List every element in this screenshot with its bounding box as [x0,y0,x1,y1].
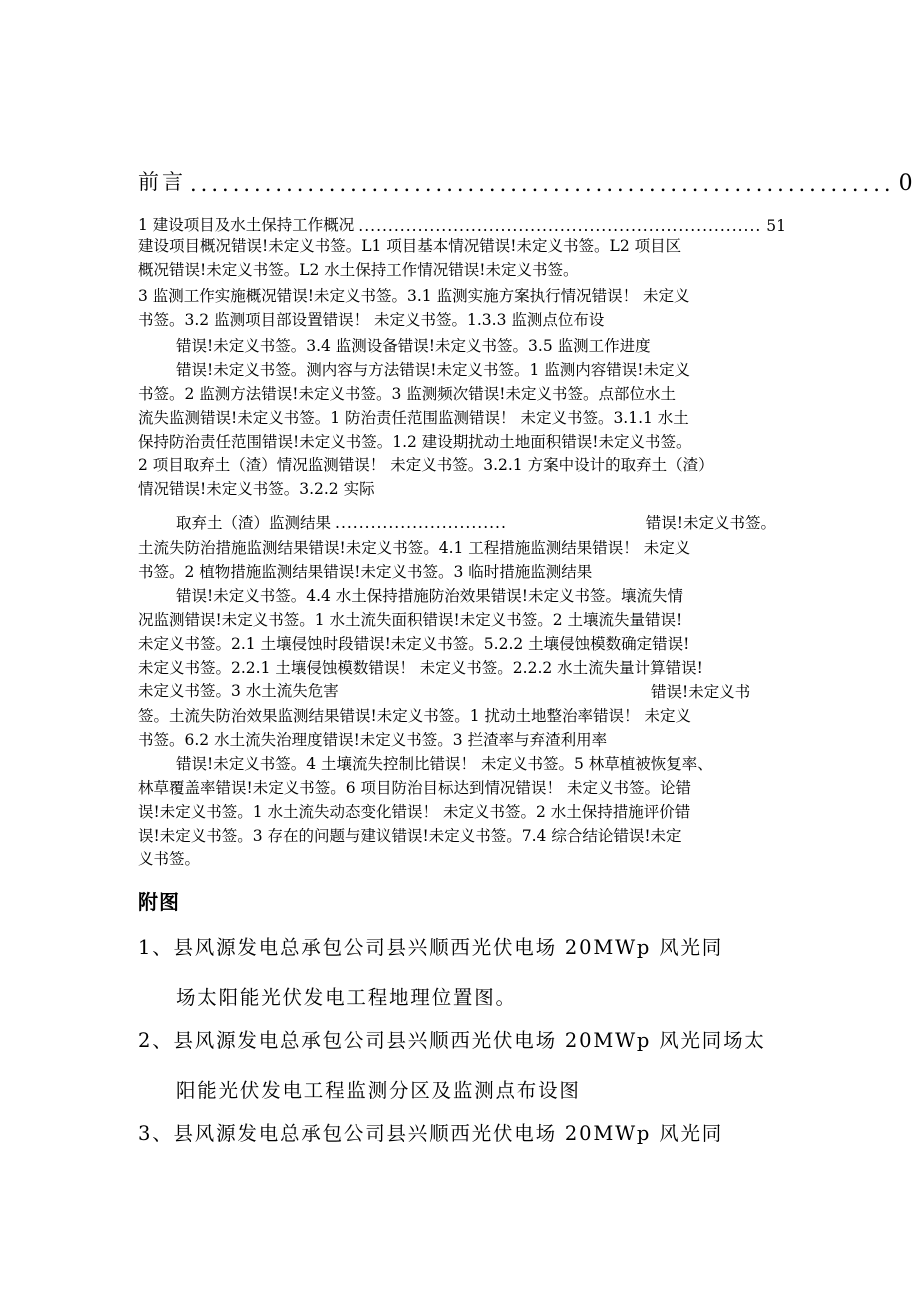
toc-body-block-8-first [176,753,713,777]
text-line: 错误!未定义书签。 [645,514,776,532]
text-line: 2 项目取弃土（渣）情况监测错误！ 未定义书签。3.2.1 方案中设计的取弃土（渣） [138,456,714,475]
toc-body-block-8 [138,777,691,872]
figure-item-line: 阳能光伏发电工程监测分区及监测点布设图 [176,1079,581,1102]
text-line: 书签。6.2 水土流失治理度错误!未定义书签。3 拦渣率与弃渣利用率 [138,730,608,749]
figure-item-1[interactable] [138,923,798,1023]
text-line: 情况错误!未定义书签。3.2.2 实际 [138,480,375,499]
toc-body-block-6 [138,609,703,704]
toc-entry-title: 前言 [138,170,186,194]
text-line: 错误!未定义书签。4 土壤流失控制比错误！ 未定义书签。5 林草植被恢复率、 [176,755,713,773]
figure-item-line: 3、县风源发电总承包公司县兴顺西光伏电场 20MWp 风光同 [138,1122,724,1145]
toc-body-block-4 [138,383,714,502]
toc-body-block-2 [138,285,690,333]
text-line: 义书签。 [138,850,201,869]
text-line: 误!未定义书签。3 存在的问题与建议错误!未定义书签。7.4 综合结论错误!未定 [138,826,682,845]
toc-leader-dots: .................................................................. [190,172,895,196]
text-line: 取弃土（渣）监测结果 [176,514,332,532]
toc-page-number: 51 [766,217,786,235]
text-line: 未定义书签。3 水土流失危害 [138,682,339,701]
toc-body-block-6-first [176,585,683,609]
text-line: 错误!未定义书签。4.4 水土保持措施防治效果错误!未定义书签。壤流失情 [176,587,684,605]
text-line: 建设项目概况错误!未定义书签。L1 项目基本情况错误!未定义书签。L2 项目区 [138,237,682,255]
figure-item-line: 场太阳能光伏发电工程地理位置图。 [176,986,517,1009]
figures-heading: 附图 [138,890,180,914]
toc-entry-preface[interactable] [138,162,916,196]
text-line: 书签。3.2 监测项目部设置错误！ 未定义书签。1.3.3 监测点位布设 [138,310,605,329]
toc-leader-dots: .................................................................... [358,217,762,235]
text-line: 流失监测错误!未定义书签。1 防治责任范围监测错误！ 未定义书签。3.1.1 水土 [138,408,689,427]
text-line: 书签。2 植物措施监测结果错误!未定义书签。3 临时措施监测结果 [138,562,593,581]
text-line: 林草覆盖率错误!未定义书签。6 项目防治目标达到情况错误！ 未定义书签。论错 [138,779,691,797]
toc-entry-title: 1 建设项目及水土保持工作概况 [138,216,355,234]
text-line: 保持防治责任范围错误!未定义书签。1.2 建设期扰动土地面积错误!未定义书签。 [138,432,692,451]
toc-body-block-4-first [176,359,690,383]
toc-body-block-5-first [176,512,776,536]
figure-item-2[interactable] [138,1016,798,1116]
text-line: 错误!未定义书 [651,683,751,701]
text-line: 况监测错误!未定义书签。1 水土流失面积错误!未定义书签。2 土壤流失量错误! [138,611,683,629]
toc-body-block-3 [176,335,651,359]
figure-item-line: 1、县风源发电总承包公司县兴顺西光伏电场 20MWp 风光同 [138,936,724,959]
text-line: 未定义书签。2.1 土壤侵蚀时段错误!未定义书签。5.2.2 土壤侵蚀模数确定错误! [138,634,690,653]
figure-item-line: 2、县风源发电总承包公司县兴顺西光伏电场 20MWp 风光同场太 [138,1029,766,1052]
text-line: 概况错误!未定义书签。L2 水土保持工作情况错误!未定义书签。 [138,260,579,279]
toc-body-block-6-right [651,681,750,705]
toc-body-block-1 [138,235,681,283]
figure-item-3[interactable] [138,1109,798,1159]
text-line: 土流失防治措施监测结果错误!未定义书签。4.1 工程措施监测结果错误！ 未定义 [138,539,691,557]
toc-body-block-7 [138,705,691,753]
text-line: 3 监测工作实施概况错误!未定义书签。3.1 监测实施方案执行情况错误！ 未定义 [138,287,690,305]
text-line: 书签。2 监测方法错误!未定义书签。3 监测频次错误!未定义书签。点部位水土 [138,385,677,403]
toc-page-number: 0 [898,171,916,196]
text-line: 未定义书签。2.2.1 土壤侵蚀模数错误！ 未定义书签。2.2.2 水土流失量计算错误! [138,658,703,677]
text-line: 误!未定义书签。1 水土流失动态变化错误！ 未定义书签。2 水土保持措施评价错 [138,802,691,821]
toc-body-block-5 [138,537,690,585]
toc-leader-dots: ............................. [335,514,507,532]
text-line: 错误!未定义书签。测内容与方法错误!未定义书签。1 监测内容错误!未定义 [176,361,690,379]
text-line: 签。土流失防治效果监测结果错误!未定义书签。1 扰动土地整治率错误！ 未定义 [138,707,691,725]
toc-entry-section-1[interactable] [138,211,786,235]
text-line: 错误!未定义书签。3.4 监测设备错误!未定义书签。3.5 监测工作进度 [176,337,651,355]
